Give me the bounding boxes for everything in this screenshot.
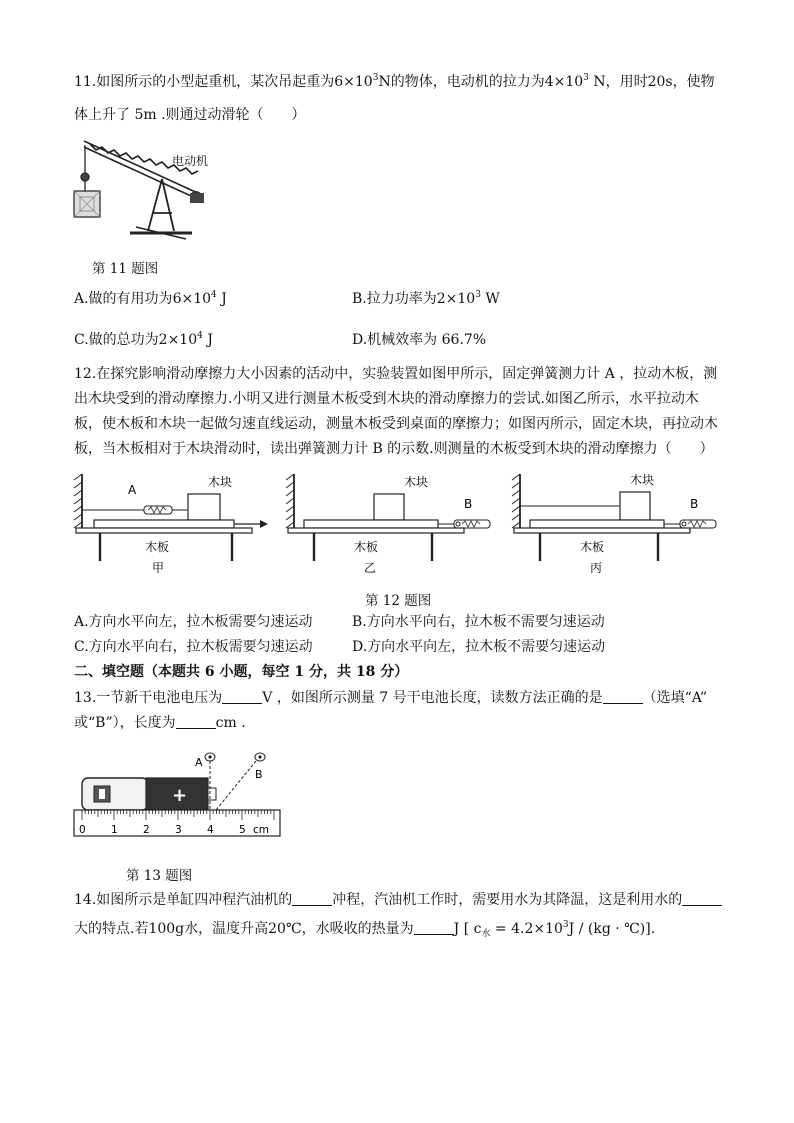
option-text: A.做的有用功为 [74, 291, 173, 307]
label-eye-b: B [255, 768, 263, 781]
q11-stem-line2: 体上升了 5m .则通过动滑轮（ ） [74, 107, 306, 123]
option-exp: 4 [197, 331, 203, 341]
q13-stem-line1 [74, 688, 707, 708]
q14-text: = 4.2×10 [490, 921, 563, 937]
q13-text: cm . [215, 715, 246, 731]
q12-option-a[interactable]: A.方向水平向左，拉木板需要匀速运动 [74, 614, 313, 630]
wooden-block [374, 494, 404, 520]
q14-text: 14.如图所示是单缸四冲程汽油机的 [74, 892, 293, 908]
wooden-board [94, 520, 234, 528]
option-value: 2×10 [158, 332, 198, 348]
option-text: B.拉力功率为 [352, 291, 437, 307]
q13-text: 或“B”），长度为 [74, 715, 176, 731]
option-value: 6×10 [172, 291, 212, 307]
q11-text: ，使物 [672, 74, 715, 90]
crane-motor [190, 191, 204, 203]
crane-hook [81, 145, 89, 191]
q12-figure-bing [508, 466, 728, 578]
q12-stem-line1: 12.在探究影响滑动摩擦力大小因素的活动中，实验装置如图甲所示，固定弹簧测力计 A ，拉动木板，测 [74, 366, 718, 382]
q13-text: V ，如图所示测量 7 号干电池长度，读数方法正确的是 [262, 690, 603, 706]
q14-stem-line2 [74, 919, 655, 939]
q14-temp: 20℃ [268, 921, 302, 937]
q11-unit: N [593, 74, 606, 90]
wall [512, 474, 520, 528]
crane-stand [130, 179, 192, 239]
q11-stem-line1 [74, 72, 715, 92]
label-board: 木板 [354, 540, 379, 554]
spring-scale-b [454, 520, 490, 528]
wooden-board [530, 520, 664, 528]
q11-unit: N [378, 74, 391, 90]
tick-label-3: 3 [175, 824, 182, 836]
q11-option-d[interactable]: D.机械效率为 66.7% [352, 332, 487, 348]
option-exp: 4 [211, 290, 217, 300]
battery [82, 778, 216, 810]
q13-stem-line2 [74, 713, 246, 733]
q11-text: 的物体，电动机的拉力为 [390, 74, 545, 90]
q12-stem-line3: 板，使木板和木块一起做匀速直线运动，测量木板受到桌面的摩擦力；如图丙所示，固定木块，再拉动木 [74, 416, 718, 432]
q13-blank-method[interactable] [603, 689, 643, 704]
option-unit: W [485, 291, 500, 307]
q12-caption: 第 12 题图 [365, 593, 432, 609]
section-2-title: 二、填空题（本题共 6 小题，每空 1 分，共 18 分） [74, 664, 409, 680]
option-text: C.做的总功为 [74, 332, 159, 348]
q11-weight: 6×10 [334, 74, 373, 90]
q11-option-c[interactable] [74, 330, 213, 350]
q13-blank-voltage[interactable] [222, 689, 262, 704]
tick-label-2: 2 [143, 824, 150, 836]
q14-text: 大的特点.若 [74, 921, 149, 937]
spring-scale-b [680, 520, 716, 528]
q11-caption: 第 11 题图 [92, 261, 159, 277]
q14-text: J [ c [453, 921, 482, 937]
q14-text: 冲程，汽油机工作时，需要用水为其降温，这是利用水的 [332, 892, 683, 908]
q11-text: 11.如图所示的小型起重机，某次吊起重为 [74, 74, 335, 90]
tick-label-4: 4 [207, 824, 214, 836]
tick-label-1: 1 [111, 824, 118, 836]
q12-option-b[interactable]: B.方向水平向右，拉木板不需要匀速运动 [352, 614, 605, 630]
q12-option-d[interactable]: D.方向水平向左，拉木板不需要匀速运动 [352, 639, 606, 655]
q14-sub-water: 水 [481, 929, 491, 939]
ruler-unit: cm [253, 824, 270, 836]
q14-blank-property[interactable] [682, 891, 722, 906]
crane-boom [84, 141, 202, 201]
q13-caption: 第 13 题图 [126, 868, 193, 884]
option-unit: J [221, 291, 227, 307]
q14-stem-line1 [74, 890, 722, 910]
q14-text: ，水吸收的热量为 [301, 921, 414, 937]
q14-c-exp: 3 [562, 920, 569, 930]
label-yi: 乙 [364, 561, 377, 575]
q13-battery-ruler-figure [70, 748, 285, 848]
wooden-block [620, 492, 650, 520]
q11-option-b[interactable] [352, 289, 500, 309]
wooden-block [188, 494, 220, 520]
q12-stem-line4: 板，当木板相对于木块滑动时，读出弹簧测力计 B 的示数.则测量的木板受到木块的滑动摩擦力（ ） [74, 441, 714, 457]
q13-text: （选填“A” [642, 690, 708, 706]
option-unit: J [207, 332, 213, 348]
wooden-board [304, 520, 438, 528]
q11-force: 4×10 [544, 74, 584, 90]
label-a: A [128, 483, 137, 497]
tick-label-5: 5 [239, 824, 246, 836]
label-block: 木块 [404, 475, 429, 489]
label-bing: 丙 [590, 561, 603, 575]
plus-sign: + [172, 785, 188, 806]
q14-blank-heat[interactable] [414, 920, 454, 935]
q14-blank-stroke[interactable] [292, 891, 332, 906]
wall [74, 474, 82, 528]
eye-b [216, 753, 265, 810]
wall [286, 474, 294, 528]
q11-force-exp: 3 [583, 73, 589, 83]
q11-crane-figure [70, 135, 220, 240]
label-eye-a: A [195, 756, 203, 769]
label-board: 木板 [580, 540, 605, 554]
crane-load-block [74, 191, 100, 217]
option-value: 2×10 [436, 291, 476, 307]
arrow-head [260, 520, 268, 528]
label-block: 木块 [630, 473, 655, 487]
q12-option-c[interactable]: C.方向水平向右，拉木板需要匀速运动 [74, 639, 313, 655]
q14-text: J / (kg · ℃)]. [568, 921, 656, 937]
q11-time: 20s [647, 74, 673, 90]
q11-motor-label: 电动机 [172, 154, 209, 168]
label-b: B [690, 497, 699, 511]
q11-option-a[interactable] [74, 289, 227, 309]
label-b: B [464, 497, 473, 511]
q11-weight-exp: 3 [372, 73, 379, 83]
q12-stem-line2: 出木块受到的滑动摩擦力.小明又进行测量木板受到木块的滑动摩擦力的尝试.如图乙所示，水平拉动木 [74, 391, 699, 407]
spring-scale-a [144, 506, 172, 514]
label-board: 木板 [145, 540, 170, 554]
q14-text: 水，温度升高 [184, 921, 269, 937]
q12-figure-jia [70, 466, 270, 578]
label-block: 木块 [208, 475, 233, 489]
q14-mass: 100g [148, 921, 185, 937]
tick-label-0: 0 [79, 824, 86, 836]
q12-figure-yi [282, 466, 502, 578]
q13-blank-length[interactable] [176, 714, 216, 729]
q11-text: ，用时 [605, 74, 648, 90]
q13-text: 13.一节新干电池电压为 [74, 690, 223, 706]
option-exp: 3 [475, 290, 481, 300]
label-jia: 甲 [152, 561, 165, 575]
